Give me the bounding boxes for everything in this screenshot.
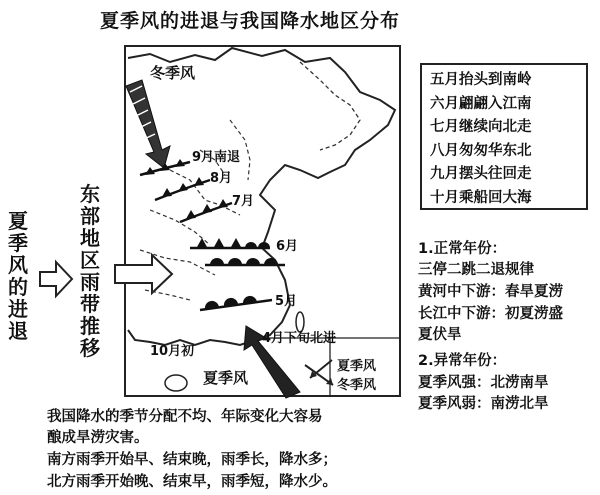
hollow-arrow-middle: [115, 255, 172, 293]
province-border: [150, 210, 210, 245]
normal-year-line: 三停二跳二退规律: [418, 262, 534, 278]
month-label-oct: 10月初: [150, 344, 195, 359]
char: 推: [80, 314, 100, 338]
abnormal-year-heading: 2.异常年份：: [418, 353, 507, 369]
winter-monsoon-arrow: [126, 80, 170, 168]
abnormal-year-line: 夏季风强：北涝南旱: [418, 375, 549, 391]
diagram-title: 夏季风的进退与我国降水地区分布: [100, 10, 401, 32]
char: 东: [80, 182, 100, 206]
char: 夏: [8, 209, 28, 233]
summer-monsoon-label: 夏季风: [203, 369, 249, 387]
northeast-border: [300, 62, 360, 150]
summary-line: 酿成旱涝灾害。: [47, 430, 149, 446]
normal-year-heading: 1.正常年份：: [418, 241, 507, 257]
char: 移: [80, 336, 100, 360]
rhyme-line: 九月摆头往回走: [430, 166, 532, 182]
summary-line: 我国降水的季节分配不均、年际变化大容易: [47, 409, 323, 425]
hollow-arrow-left: [40, 262, 72, 296]
month-label-may: 5月: [275, 294, 298, 309]
normal-year-line: 黄河中下游：春旱夏涝: [418, 284, 563, 300]
char: 退: [8, 319, 28, 343]
char: 雨: [80, 270, 100, 294]
month-label-sep: 9月南退: [192, 150, 241, 165]
legend-summer-arrow: [305, 365, 333, 385]
month-label-jun: 6月: [276, 239, 299, 254]
rhyme-line: 十月乘船回大海: [430, 189, 532, 206]
rainbelt-apr: [200, 296, 272, 310]
summary-line: 北方雨季开始晚、结束早，雨季短，降水少。: [47, 474, 337, 490]
rhyme-line: 六月翩翩入江南: [430, 95, 532, 112]
hainan-island: [165, 375, 187, 391]
char: 季: [8, 231, 28, 255]
char: 进: [8, 297, 28, 321]
rhyme-line: 五月抬头到南岭: [430, 72, 532, 88]
rhyme-line: 八月匆匆华东北: [430, 142, 532, 159]
char: 地: [80, 226, 100, 250]
rhyme-line: 七月继续向北走: [430, 119, 532, 135]
char: 的: [8, 275, 28, 299]
winter-monsoon-label: 冬季风: [150, 64, 196, 82]
rainbelt-rhyme-box: [420, 63, 588, 210]
char: 区: [80, 248, 100, 272]
rainbelt-jun: [190, 238, 270, 248]
rainbelt-jul: [180, 199, 232, 222]
rainbelt-may: [205, 258, 285, 265]
month-label-jul: 7月: [232, 194, 255, 209]
month-label-aug: 8月: [210, 171, 233, 186]
month-label-apr: 4月下旬北进: [262, 331, 337, 346]
normal-year-line: 夏伏旱: [418, 327, 462, 343]
char: 带: [80, 292, 100, 316]
legend-winter-label: 冬季风: [337, 378, 377, 393]
legend-summer-label: 夏季风: [337, 359, 377, 374]
abnormal-year-line: 夏季风弱：南涝北旱: [418, 396, 549, 412]
summary-line: 南方雨季开始早、结束晚，雨季长，降水多；: [47, 452, 337, 468]
char: 部: [80, 204, 100, 228]
char: 风: [8, 253, 28, 277]
normal-year-line: 长江中下游：初夏涝盛: [418, 306, 563, 322]
